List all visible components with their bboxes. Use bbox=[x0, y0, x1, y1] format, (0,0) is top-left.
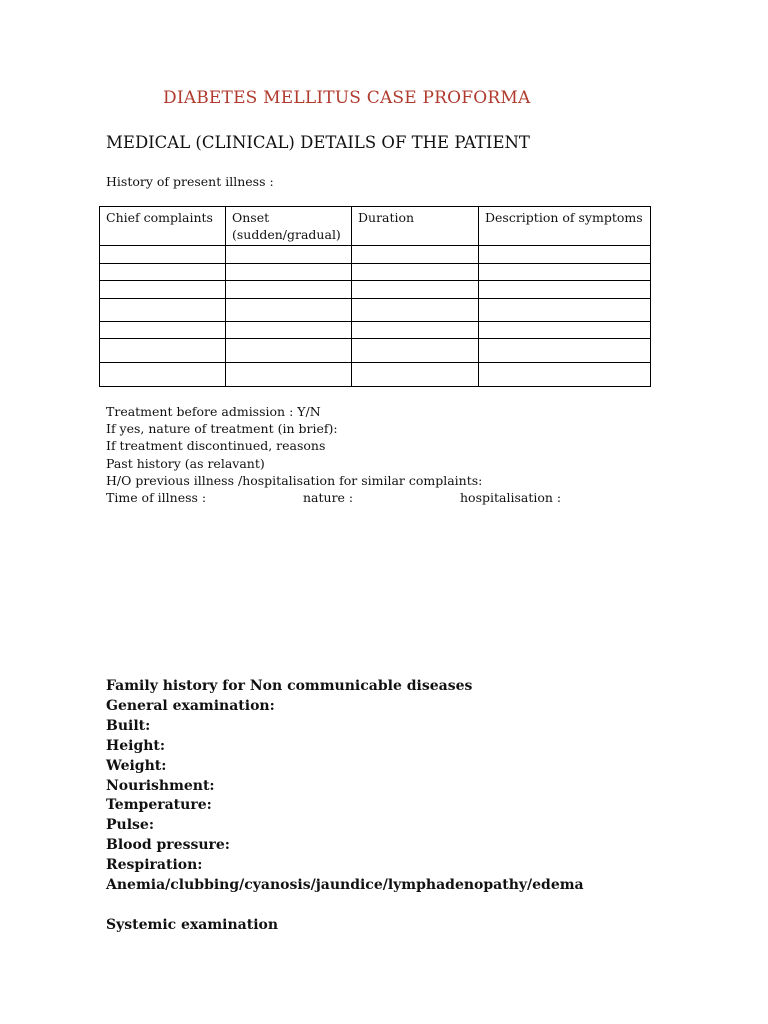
table-cell[interactable] bbox=[226, 281, 352, 299]
header-description: Description of symptoms bbox=[479, 207, 651, 246]
history-present-illness-label: History of present illness : bbox=[106, 174, 274, 189]
table-cell[interactable] bbox=[479, 363, 651, 387]
table-cell[interactable] bbox=[226, 264, 352, 281]
nature-of-treatment: If yes, nature of treatment (in brief): bbox=[106, 421, 338, 437]
header-chief-complaints: Chief complaints bbox=[100, 207, 226, 246]
table-cell[interactable] bbox=[352, 299, 479, 322]
section-title: MEDICAL (CLINICAL) DETAILS OF THE PATIENT bbox=[106, 133, 530, 152]
table-cell[interactable] bbox=[352, 281, 479, 299]
table-cell[interactable] bbox=[352, 322, 479, 339]
table-row bbox=[100, 322, 651, 339]
table-cell[interactable] bbox=[100, 299, 226, 322]
respiration-field: Respiration: bbox=[106, 857, 203, 874]
treatment-before-admission: Treatment before admission : Y/N bbox=[106, 404, 321, 419]
table-cell[interactable] bbox=[352, 339, 479, 363]
table-cell[interactable] bbox=[226, 363, 352, 387]
table-row bbox=[100, 339, 651, 363]
table-cell[interactable] bbox=[226, 246, 352, 264]
table-cell[interactable] bbox=[100, 246, 226, 264]
table-row bbox=[100, 264, 651, 281]
past-history: Past history (as relavant) bbox=[106, 455, 265, 471]
height-field: Height: bbox=[106, 737, 166, 754]
built-field: Built: bbox=[106, 717, 151, 734]
table-cell[interactable] bbox=[352, 246, 479, 264]
time-of-illness-label: Time of illness : bbox=[106, 490, 207, 506]
table-cell[interactable] bbox=[352, 363, 479, 387]
signs-field: Anemia/clubbing/cyanosis/jaundice/lymphadenopathy/edema bbox=[106, 877, 584, 894]
table-cell[interactable] bbox=[352, 264, 479, 281]
table-cell[interactable] bbox=[100, 322, 226, 339]
weight-field: Weight: bbox=[106, 757, 167, 774]
previous-illness-history: H/O previous illness /hospitalisation for similar complaints: bbox=[106, 472, 483, 488]
complaints-table bbox=[99, 206, 651, 387]
hospitalisation-label: hospitalisation : bbox=[460, 490, 562, 506]
header-onset: Onset (sudden/gradual) bbox=[226, 207, 352, 246]
table-cell[interactable] bbox=[479, 322, 651, 339]
blood-pressure-field: Blood pressure: bbox=[106, 837, 230, 854]
time-of-illness-row bbox=[106, 489, 561, 506]
table-cell[interactable] bbox=[100, 281, 226, 299]
table-cell[interactable] bbox=[226, 339, 352, 363]
table-cell[interactable] bbox=[479, 299, 651, 322]
table-cell[interactable] bbox=[226, 322, 352, 339]
nourishment-field: Nourishment: bbox=[106, 777, 215, 794]
document-title: DIABETES MELLITUS CASE PROFORMA bbox=[163, 88, 531, 108]
table-row bbox=[100, 281, 651, 299]
table-cell[interactable] bbox=[226, 299, 352, 322]
pulse-field: Pulse: bbox=[106, 817, 154, 834]
systemic-examination-heading: Systemic examination bbox=[106, 917, 279, 933]
temperature-field: Temperature: bbox=[106, 797, 212, 814]
table-row bbox=[100, 299, 651, 322]
table-cell[interactable] bbox=[479, 246, 651, 264]
table-cell[interactable] bbox=[100, 264, 226, 281]
treatment-section bbox=[106, 403, 561, 506]
table-row bbox=[100, 363, 651, 387]
header-duration: Duration bbox=[352, 207, 479, 246]
general-examination-heading: General examination: bbox=[106, 697, 275, 714]
nature-label: nature : bbox=[303, 490, 354, 506]
family-history-heading: Family history for Non communicable diseases bbox=[106, 678, 473, 694]
table-header-row bbox=[100, 207, 651, 246]
treatment-discontinued-reasons: If treatment discontinued, reasons bbox=[106, 438, 326, 454]
table-cell[interactable] bbox=[479, 281, 651, 299]
table-cell[interactable] bbox=[479, 264, 651, 281]
table-cell[interactable] bbox=[479, 339, 651, 363]
table-cell[interactable] bbox=[100, 363, 226, 387]
table-cell[interactable] bbox=[100, 339, 226, 363]
table-row bbox=[100, 246, 651, 264]
examination-section bbox=[106, 677, 584, 896]
